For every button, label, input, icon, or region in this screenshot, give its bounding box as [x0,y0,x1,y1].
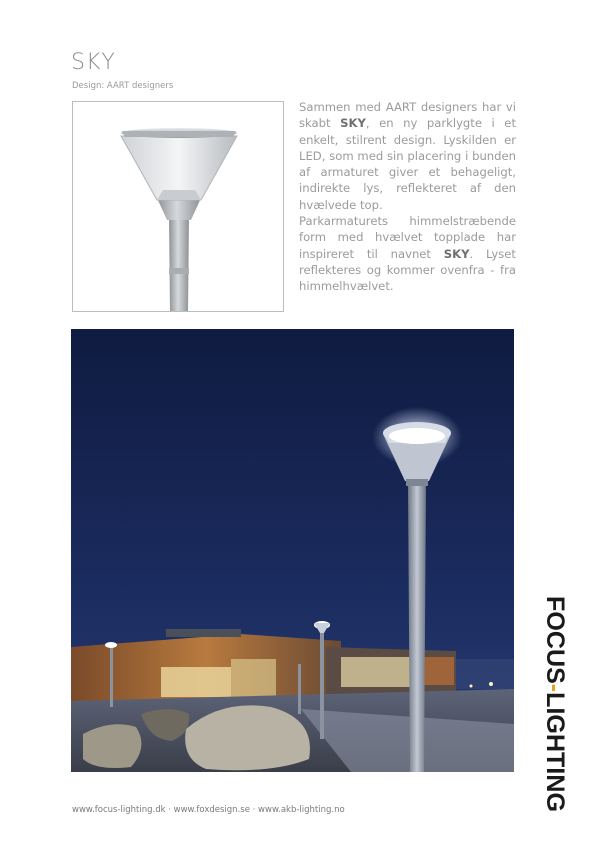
brand-logo [537,596,577,812]
night-scene-illustration [71,329,514,772]
desc-p2-text-start: Parkarmaturets himmelstræbende form med hvælvet topplade har inspireret til navnet [299,214,516,261]
focus-lighting-logo [537,596,577,812]
desc-p2-text-end: . Lyset reflekteres og kommer ovenfra - fra himmelhvælvet. [299,246,516,294]
brand-lighting: LIGHTING [541,692,569,812]
desc-p1-product-name: SKY [340,116,366,131]
description-paragraph-2 [299,213,516,294]
brand-separator: - [541,683,569,693]
svg-text:FOCUS-LIGHTING [541,596,569,812]
desc-p1-text-end: , en ny parklygte i et enkelt, stilrent design. Lyskilden er LED, som med sin placering i bunden af armaturet giver et behageligt, indirekte lys, reflekteret af den hvælvede top. [299,116,516,212]
desc-p1-text-start: Sammen med AART designers har vi skabt [299,100,516,131]
brand-focus: FOCUS [541,596,569,684]
footer-links: www.focus-lighting.dk · www.foxdesign.se · www.akb-lighting.no [72,805,345,815]
sky-lamp-render [73,102,284,312]
product-description [299,99,516,295]
product-title: SKY [71,50,116,75]
description-paragraph-1 [299,99,516,213]
designer-credit: Design: AART designers [72,81,174,91]
night-scene-photo [71,329,514,772]
desc-p2-product-name: SKY [443,246,470,261]
product-image [72,101,284,312]
